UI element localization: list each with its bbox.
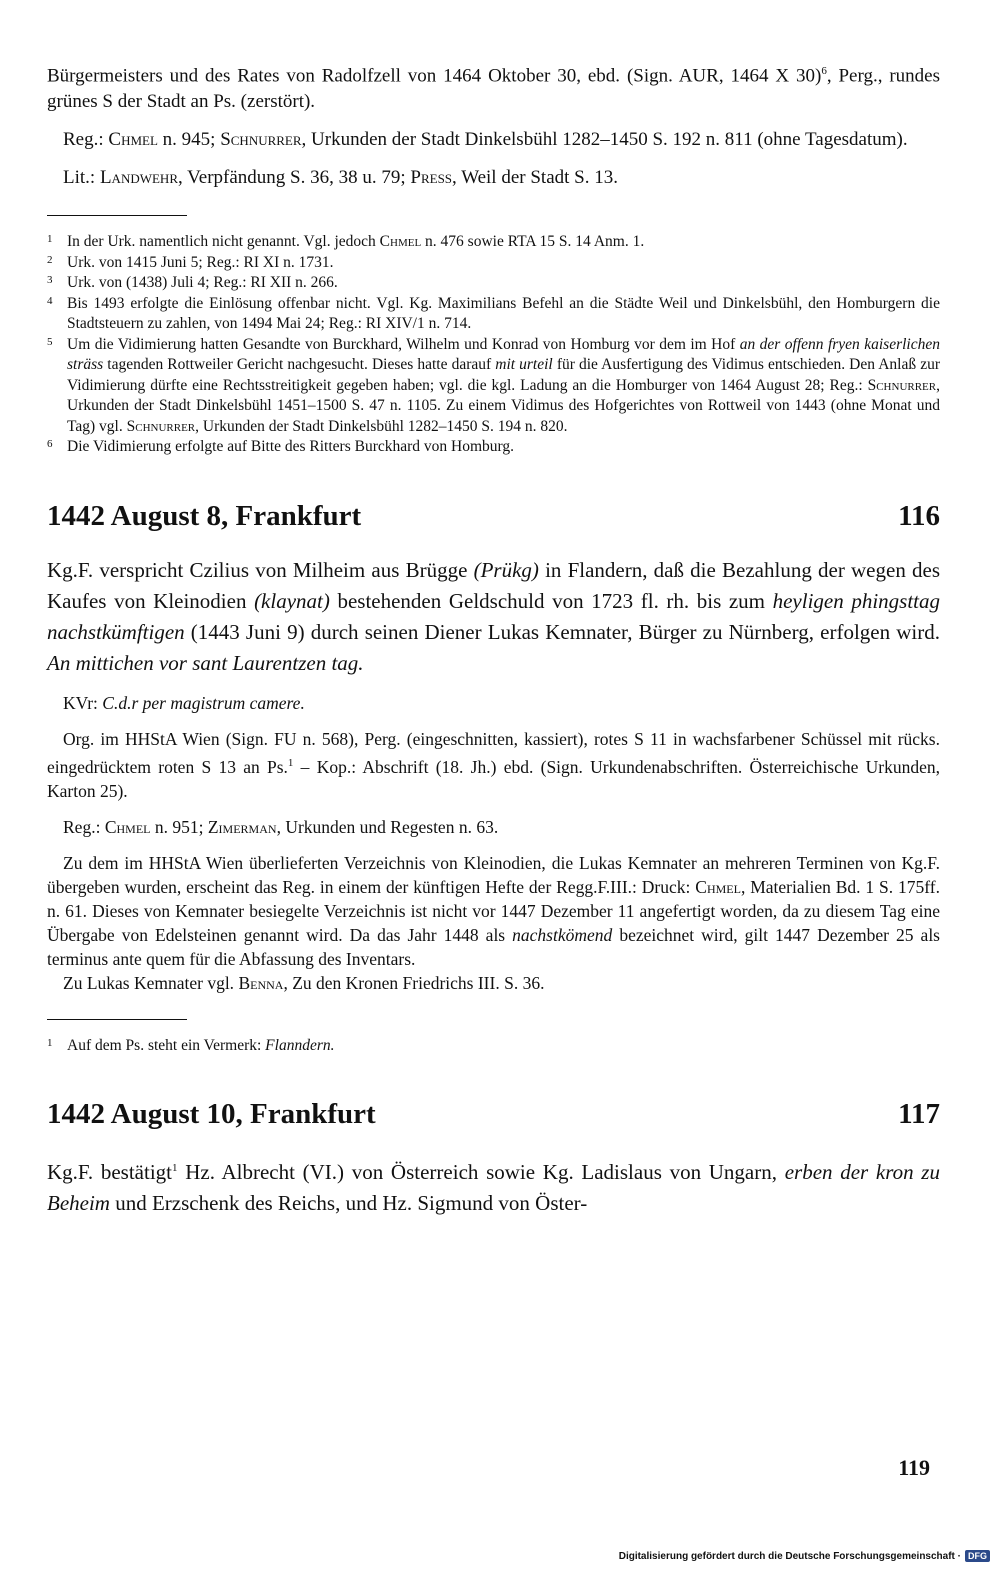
commentary: Zu dem im HHStA Wien überlieferten Verzeichnis von Kleinodien, die Lukas Kemnater an mehreren Terminen von Kg.F. übergeben wurden, erscheint das Reg. in einem der künftigen Hefte der Regg.F.III.: Druck: Chmel, Materialien Bd. 1 S. 175ff. n. 61. Dieses von Kemnater besiegelte Verzeichnis ist nicht vor 1447 Dezember 11 angefertigt worden, da zu diesem Tag eine Übergabe von Edelsteinen genannt wird. Da das Jahr 1448 als nachstkömend bezeichnet wird, gilt 1447 Dezember 25 als terminus ante quem für die Abfassung des Inventars. [47, 852, 940, 969]
regest-reference: Reg.: Chmel n. 951; Zimerman, Urkunden und Regesten n. 63. [63, 816, 499, 837]
document-heading [47, 1098, 940, 1131]
document-date-place: 1442 August 8, Frankfurt [47, 499, 362, 532]
commentary-lit: Zu Lukas Kemnater vgl. Benna, Zu den Kronen Friedrichs III. S. 36. [63, 972, 545, 993]
footnote: 3 Urk. von (1438) Juli 4; Reg.: RI XII n. 266. [47, 274, 338, 292]
footnote: 1 Auf dem Ps. steht ein Vermerk: Flanndern. [47, 1036, 335, 1054]
intro-lit: Lit.: Landwehr, Verpfändung S. 36, 38 u. 79; Press, Weil der Stadt S. 13. [63, 167, 618, 189]
intro-paragraph: Bürgermeisters und des Rates von Radolfzell von 1464 Oktober 30, ebd. (Sign. AUR, 1464 X 30)$^6$, Perg., rundes grünes S der Stadt an Ps. (zerstört). [47, 65, 940, 113]
footnote: 2 Urk. von 1415 Juni 5; Reg.: RI XI n. 1731. [47, 253, 334, 271]
document-number: 117 [898, 1098, 940, 1131]
funding-text: Digitalisierung gefördert durch die Deutsche Forschungsgemeinschaft · [618, 1550, 961, 1562]
footnote-divider [47, 215, 187, 216]
overlieferung: Org. im HHStA Wien (Sign. FU n. 568), Perg. (eingeschnitten, kassiert), rotes S 11 in wachsfarbener Schüssel mit rücks. eingedrücktem roten S 13 an Ps.$^1$ – Kop.: Abschrift (18. Jh.) ebd. (Sign. Urkundenabschriften. Österreichische Urkunden, Karton 25). [47, 728, 940, 801]
document-heading [47, 500, 940, 533]
footnote: 6 Die Vidimierung erfolgte auf Bitte des Ritters Burckhard von Homburg. [47, 438, 515, 456]
funding-footer [619, 1550, 990, 1562]
regest-text: Kg.F. bestätigt$^1$ Hz. Albrecht (VI.) von Österreich sowie Kg. Ladislaus von Ungarn, erben der kron zu Beheim und Erzschenk des Reichs, und Hz. Sigmund von Öster- [47, 1160, 940, 1216]
regest-text: Kg.F. verspricht Czilius von Milheim aus Brügge (Prükg) in Flandern, daß die Bezahlung der wegen des Kaufes von Kleinodien (klaynat) bestehenden Geldschuld von 1723 fl. rh. bis zum heyligen phingsttag nachstkümftigen (1443 Juni 9) durch seinen Diener Lukas Kemnater, Bürger zu Nürnberg, erfolgen wird. An mittichen vor sant Laurentzen tag. [47, 557, 940, 675]
kanzleivermerk: KVr: C.d.r per magistrum camere. [63, 692, 305, 713]
page-content [47, 58, 940, 1219]
page-number: 119 [898, 1455, 930, 1480]
intro-reg: Reg.: Chmel n. 945; Schnurrer, Urkunden der Stadt Dinkelsbühl 1282–1450 S. 192 n. 811 (ohne Tagesdatum). [63, 129, 908, 151]
footnote-divider [47, 1019, 187, 1020]
footnote: 1 In der Urk. namentlich nicht genannt. Vgl. jedoch Chmel n. 476 sowie RTA 15 S. 14 Anm. 1. [47, 233, 645, 251]
document-number: 116 [898, 499, 940, 532]
dfg-logo: DFG [965, 1550, 990, 1562]
document-date-place: 1442 August 10, Frankfurt [47, 1098, 376, 1131]
footnote: 4 Bis 1493 erfolgte die Einlösung offenbar nicht. Vgl. Kg. Maximilians Befehl an die Städte Weil und Dinkelsbühl, den Homburgern die Stadtsteuern zu zahlen, von 1494 Mai 24; Reg.: RI XIV/1 n. 714. [47, 294, 940, 333]
footnote: 5 Um die Vidimierung hatten Gesandte von Burckhard, Wilhelm und Konrad von Homburg vor dem im Hof an der offenn fryen kaiserlichen sträss tagenden Rottweiler Gericht nachgesucht. Dieses hatte darauf mit urteil für die Ausfertigung des Vidimus entschieden. Den Anlaß zur Vidimierung dürfte eine Rechtsstreitigkeit gegeben haben; vgl. die kgl. Ladung an die Homburger von 1464 August 28; Reg.: Schnurrer, Urkunden der Stadt Dinkelsbühl 1451–1500 S. 47 n. 1105. Zu einem Vidimus des Hofgerichtes von Rottweil von 1443 (ohne Monat und Tag) vgl. Schnurrer, Urkunden der Stadt Dinkelsbühl 1282–1450 S. 194 n. 820. [47, 335, 940, 435]
footnotes-top [47, 232, 940, 458]
